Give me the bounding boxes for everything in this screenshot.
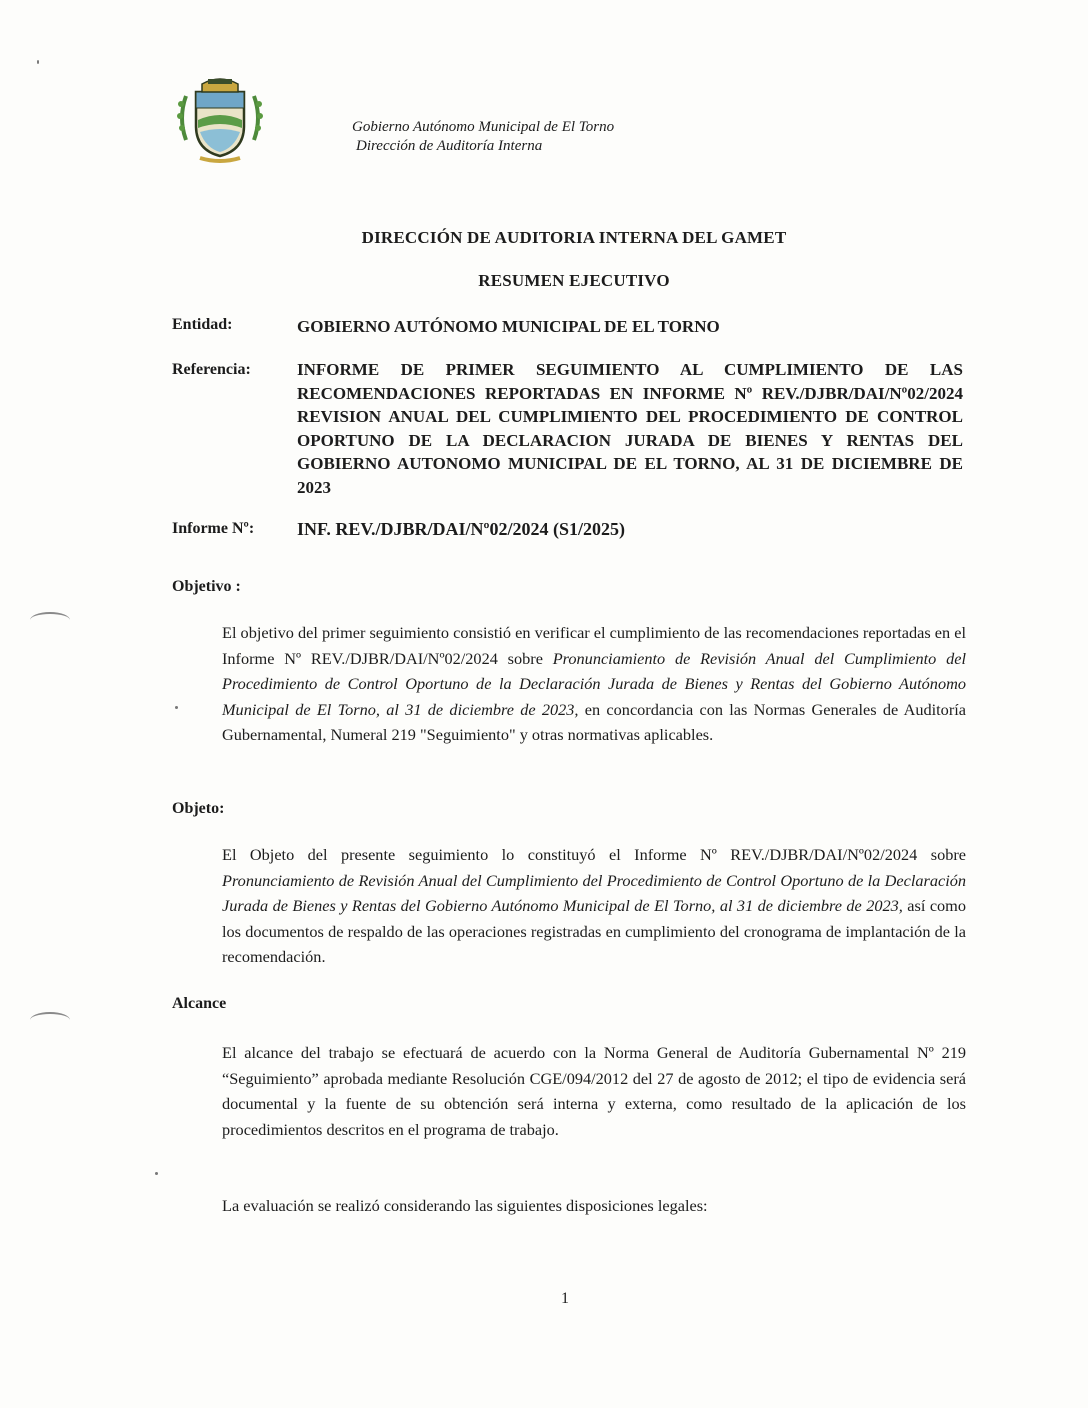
- municipal-seal-logo: [172, 70, 268, 166]
- referencia-label: Referencia:: [172, 361, 251, 378]
- objetivo-paragraph: [222, 620, 966, 748]
- objeto-paragraph: [222, 842, 966, 970]
- objetivo-text-end: en concordancia con las Normas Generales de Auditoría Gubernamental, Numeral 219 "Seguimiento" y otras normativas aplicables.: [222, 699, 966, 745]
- header-org-name: Gobierno Autónomo Municipal de El Torno: [352, 119, 615, 135]
- informe-label: Informe Nº:: [172, 520, 255, 537]
- punch-hole-mark: [30, 612, 70, 628]
- entidad-value: GOBIERNO AUTÓNOMO MUNICIPAL DE EL TORNO: [297, 317, 720, 336]
- punch-hole-mark: [30, 1012, 70, 1028]
- scan-speck: [175, 706, 178, 709]
- alcance-heading: Alcance: [172, 995, 227, 1012]
- referencia-value: INFORME DE PRIMER SEGUIMIENTO AL CUMPLIMIENTO DE LAS RECOMENDACIONES REPORTADAS EN INFORME Nº REV./DJBR/DAI/Nº02/2024 REVISION ANUAL DEL CUMPLIMIENTO DEL PROCEDIMIENTO DE CONTROL OPORTUNO DE LA DECLARACION JURADA DE BIENES Y RENTAS DEL GOBIERNO AUTONOMO MUNICIPAL DE EL TORNO, AL 31 DE DICIEMBRE DE 2023: [297, 360, 963, 497]
- objeto-text: El Objeto del presente seguimiento lo constituyó el Informe Nº REV./DJBR/DAI/Nº02/2024 sobre: [222, 845, 966, 864]
- page-number: 1: [561, 1290, 569, 1307]
- header-department: Dirección de Auditoría Interna: [356, 138, 543, 154]
- objeto-heading: Objeto:: [172, 800, 225, 817]
- objeto-text-end: así como los documentos de respaldo de las operaciones registradas en cumplimiento del cronograma de implantación de la recomendación.: [222, 896, 966, 967]
- entidad-label: Entidad:: [172, 316, 233, 333]
- evaluacion-paragraph: La evaluación se realizó considerando las siguientes disposiciones legales:: [222, 1196, 708, 1215]
- objeto-text-italic: Pronunciamiento de Revisión Anual del Cumplimiento del Procedimiento de Control Oportuno de la Declaración Jurada de Bienes y Rentas del Gobierno Autónomo Municipal de El Torno, al 31 de diciembre de 2023,: [222, 870, 966, 916]
- scan-speck: [155, 1172, 158, 1175]
- objetivo-text-italic: Pronunciamiento de Revisión Anual del Cumplimiento del Procedimiento de Control Oportuno de la Declaración Jurada de Bienes y Rentas del Gobierno Autónomo Municipal de El Torno, al 31 de diciembre de 2023,: [222, 648, 966, 719]
- scan-speck: [37, 60, 39, 64]
- objetivo-heading: Objetivo :: [172, 578, 241, 595]
- document-subtitle: RESUMEN EJECUTIVO: [478, 271, 670, 290]
- objetivo-text: El objetivo del primer seguimiento consistió en verificar el cumplimiento de las recomendaciones reportadas en el Informe Nº REV./DJBR/DAI/Nº02/2024 sobre: [222, 623, 966, 668]
- alcance-paragraph: El alcance del trabajo se efectuará de acuerdo con la Norma General de Auditoría Gubernamental Nº 219 “Seguimiento” aprobada mediante Resolución CGE/094/2012 del 27 de agosto de 2012; el tipo de evidencia será documental y la fuente de su obtención será interna y externa, como resultado de la aplicación de los procedimientos descritos en el programa de trabajo.: [222, 1043, 966, 1139]
- document-title: DIRECCIÓN DE AUDITORIA INTERNA DEL GAMET: [361, 228, 787, 247]
- informe-value: INF. REV./DJBR/DAI/Nº02/2024 (S1/2025): [297, 519, 625, 539]
- header-organization: [352, 118, 614, 156]
